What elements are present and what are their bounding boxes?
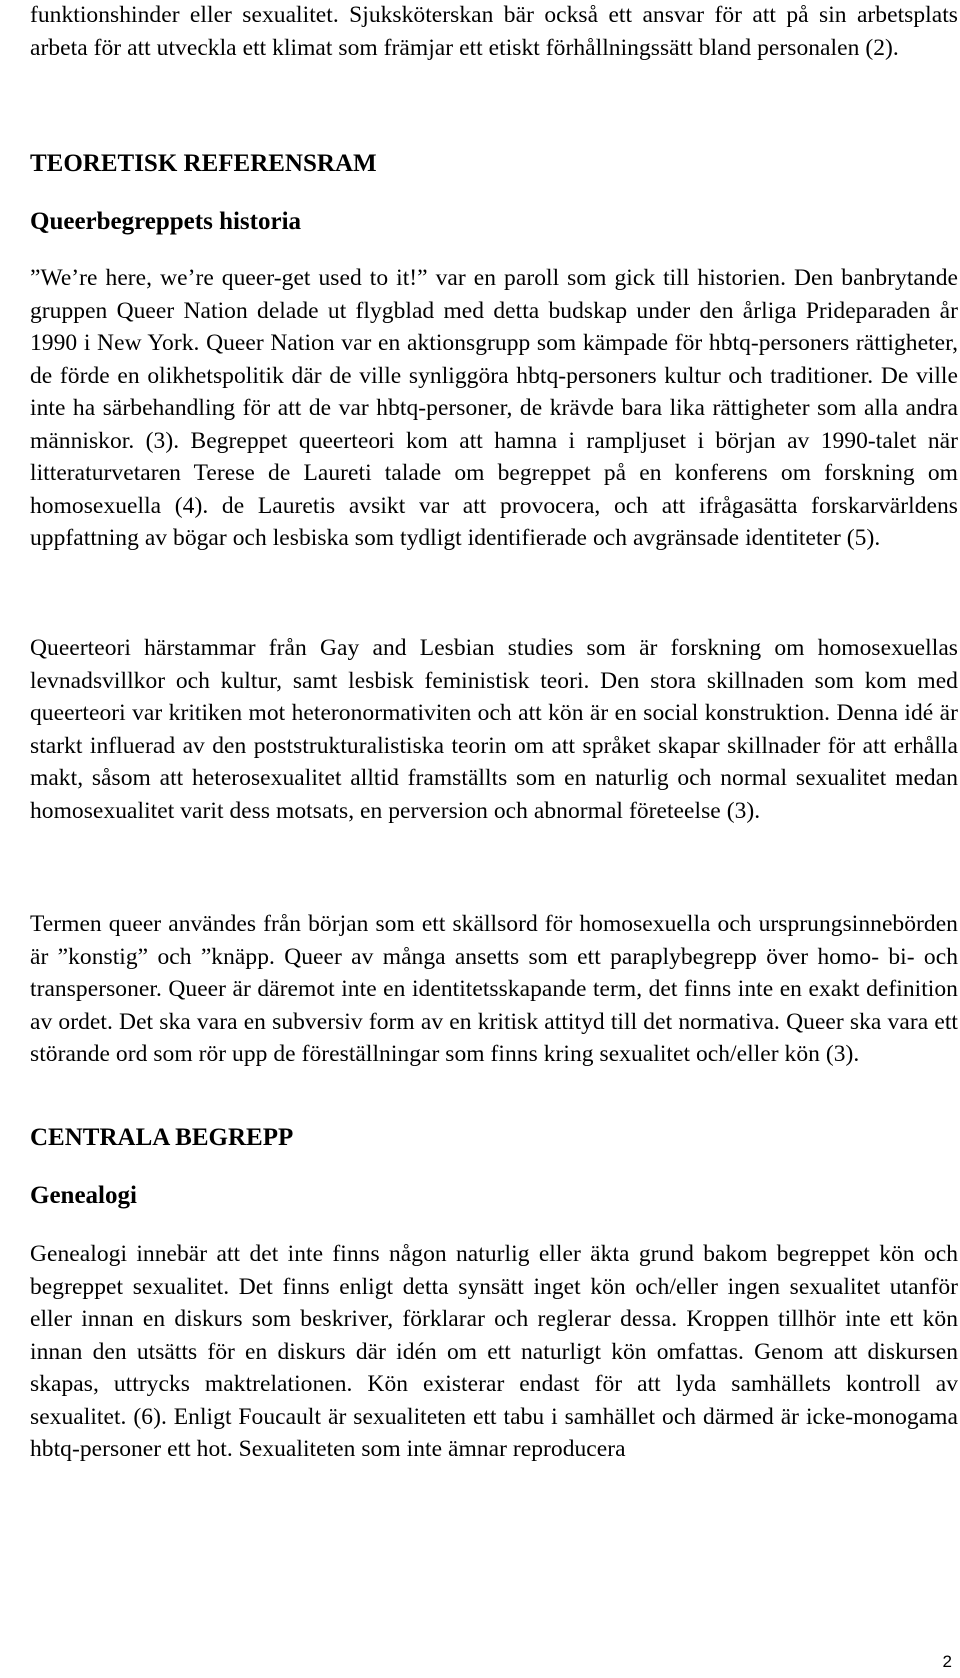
section-heading-centrala bbox=[30, 1122, 958, 1154]
intro-paragraph bbox=[30, 0, 958, 64]
paragraph-text: Genealogi innebär att det inte finns någon naturlig eller äkta grund bakom begreppet kön och begreppet sexualitet. Det finns enligt detta synsätt inget kön och/eller ingen sexualitet utanför eller innan en diskurs som beskriver, förklarar och reglerar dessa. Kroppen tillhör inte ett kön innan den utsätts för en diskurs där idén om ett naturligt kön omfattas. Genom att diskursen skapas, uttrycks maktrelationen. Kön existerar endast för att lyda samhällets kontroll av sexualitet. (6). Enligt Foucault är sexualiteten ett tabu i samhället och därmed är icke-monogama hbtq-personer ett hot. Sexualiteten som inte ämnar reproducera bbox=[30, 1241, 958, 1462]
paragraph-text: funktionshinder eller sexualitet. Sjuksköterskan bär också ett ansvar för att på sin arbetsplats arbeta för att utveckla ett klimat som främjar ett etiskt förhållningssätt bland personalen (2). bbox=[30, 2, 958, 61]
section-heading: CENTRALA BEGREPP bbox=[30, 1124, 294, 1151]
paragraph-queer-theory-origins bbox=[30, 632, 958, 827]
paragraph-genealogi bbox=[30, 1238, 958, 1466]
subheading-genealogi bbox=[30, 1180, 958, 1212]
paragraph-text: Termen queer användes från början som ett skällsord för homosexuella och ursprungsinnebörden är ”konstig” och ”knäpp. Queer av många ansetts som ett paraplybegrepp över homo- bi- och transpersoner. Queer är däremot inte en identitetsskapande term, det finns inte en exakt definition av ordet. Det ska vara en subversiv form av en kritisk attityd till det normativa. Queer ska vara ett störande ord som rör upp de föreställningar som finns kring sexualitet och/eller kön (3). bbox=[30, 911, 958, 1067]
paragraph-text: ”We’re here, we’re queer-get used to it!” var en paroll som gick till historien. Den banbrytande gruppen Queer Nation delade ut flygblad med detta budskap under den årliga Prideparaden år 1990 i New York. Queer Nation var en aktionsgrupp som kämpade för hbtq-personers rättigheter, de förde en olikhetspolitik där de ville synliggöra hbtq-personers kultur och traditioner. De ville inte ha särbehandling för att de var hbtq-personer, de krävde bara lika rättigheter som alla andra människor. (3). Begreppet queerteori kom att hamna i rampljuset i början av 1990-talet när litteraturvetaren Terese de Laureti talade om begreppet på en konferens om forskning om homosexuella (4). de Lauretis avsikt var att provocera, och att ifrågasätta forskarvärldens uppfattning av bögar och lesbiska som tydligt identifierade och avgränsade identiteter (5). bbox=[30, 265, 958, 551]
section-heading: TEORETISK REFERENSRAM bbox=[30, 150, 377, 177]
page-number: 2 bbox=[942, 1652, 952, 1671]
paragraph-term-queer bbox=[30, 908, 958, 1071]
paragraph-history bbox=[30, 262, 958, 555]
paragraph-text: Queerteori härstammar från Gay and Lesbian studies som är forskning om homosexuellas levnadsvillkor och kultur, samt lesbisk feministisk teori. Den stora skillnaden som kom med queerteori var kritiken mot heteronormativiten och att kön är en social konstruktion. Denna idé är starkt influerad av den poststrukturalistiska teorin om att språket skapar skillnader för att erhålla makt, såsom att heterosexualitet alltid framställts som en naturlig och normal sexualitet medan homosexualitet varit dess motsats, en perversion och abnormal företeelse (3). bbox=[30, 635, 958, 824]
subheading: Genealogi bbox=[30, 1182, 137, 1209]
subheading: Queerbegreppets historia bbox=[30, 208, 302, 235]
subheading-queerbegreppets bbox=[30, 206, 958, 238]
section-heading-teoretisk bbox=[30, 148, 958, 180]
